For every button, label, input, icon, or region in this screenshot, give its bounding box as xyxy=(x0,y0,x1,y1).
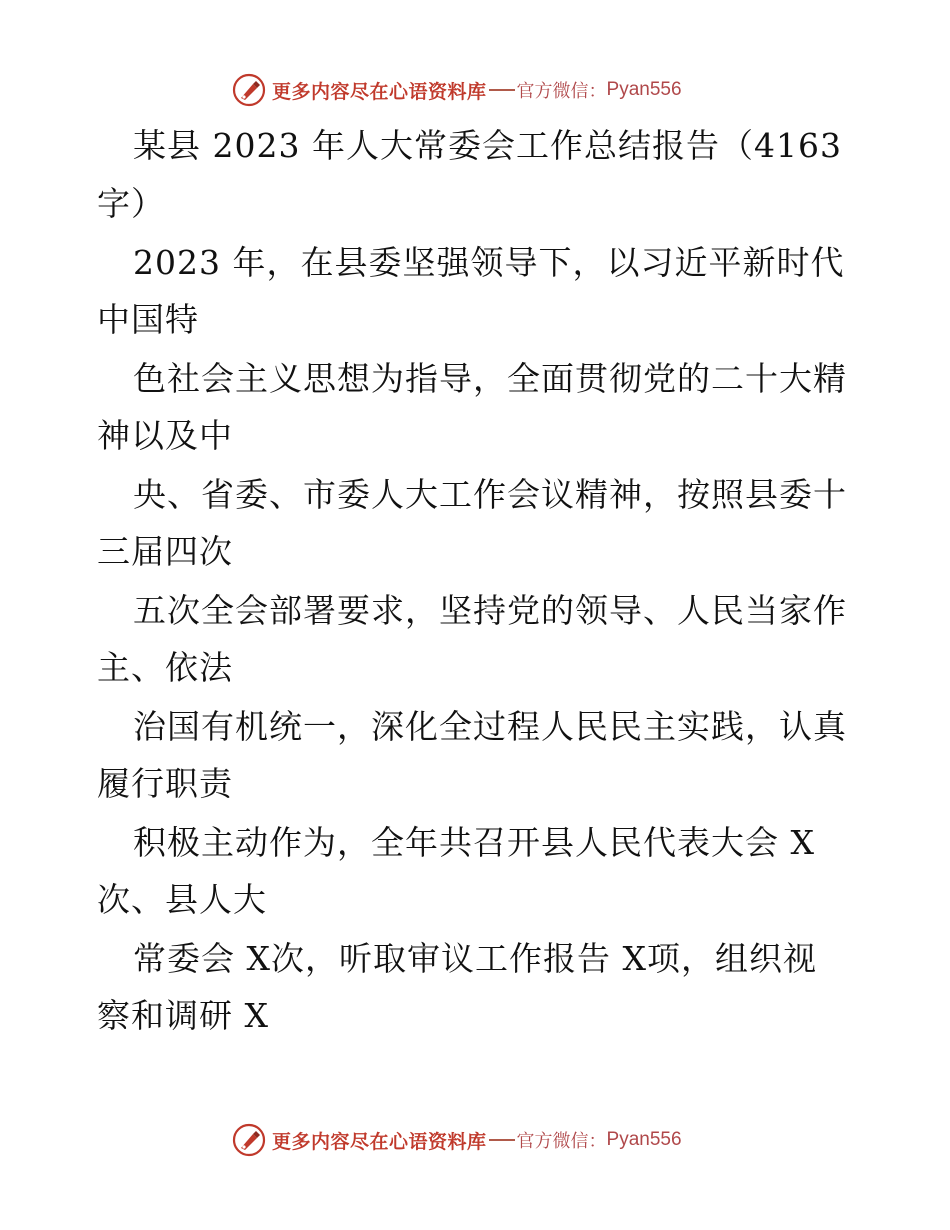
paragraph-line: 中国特 xyxy=(97,300,199,339)
paragraph-line: 五次全会部署要求，坚持党的领导、人民当家作 xyxy=(133,591,847,630)
paragraph-line: 履行职责 xyxy=(97,764,233,803)
banner-dash-divider xyxy=(489,89,515,91)
banner-slogan: 更多内容尽在心语资料库 xyxy=(272,1130,487,1153)
banner-contact-id: Pyan556 xyxy=(606,1129,682,1150)
header-watermark-banner xyxy=(232,70,682,110)
banner-contact-label: 官方微信： xyxy=(516,1131,607,1152)
pen-nib-logo-icon xyxy=(232,73,266,107)
paragraph-line: 治国有机统一，深化全过程人民民主实践，认真 xyxy=(133,707,847,746)
footer-watermark-banner xyxy=(232,1120,682,1160)
paragraph-line: 央、省委、市委人大工作会议精神，按照县委十 xyxy=(133,475,847,514)
paragraph-line: 2023 年，在县委坚强领导下，以习近平新时代 xyxy=(133,243,845,282)
pen-nib-logo-icon xyxy=(232,1123,266,1157)
banner-dash-divider xyxy=(489,1139,515,1141)
paragraph-line: 次、县人大 xyxy=(97,880,267,919)
paragraph-line: 神以及中 xyxy=(97,416,233,455)
paragraph-line: 三届四次 xyxy=(97,532,233,571)
paragraph-line: 察和调研 X xyxy=(97,996,269,1035)
paragraph-line: 积极主动作为，全年共召开县人民代表大会 X xyxy=(133,823,815,862)
paragraph-line: 色社会主义思想为指导，全面贯彻党的二十大精 xyxy=(133,359,847,398)
banner-contact-id: Pyan556 xyxy=(606,79,682,100)
document-title-line-1: 某县 2023 年人大常委会工作总结报告（4163 xyxy=(133,126,842,165)
paragraph-line: 常委会 X次，听取审议工作报告 X项，组织视 xyxy=(133,939,817,978)
document-title-line-2: 字） xyxy=(97,184,165,223)
banner-contact-label: 官方微信： xyxy=(516,81,607,102)
paragraph-line: 主、依法 xyxy=(97,648,233,687)
banner-slogan: 更多内容尽在心语资料库 xyxy=(272,80,487,103)
